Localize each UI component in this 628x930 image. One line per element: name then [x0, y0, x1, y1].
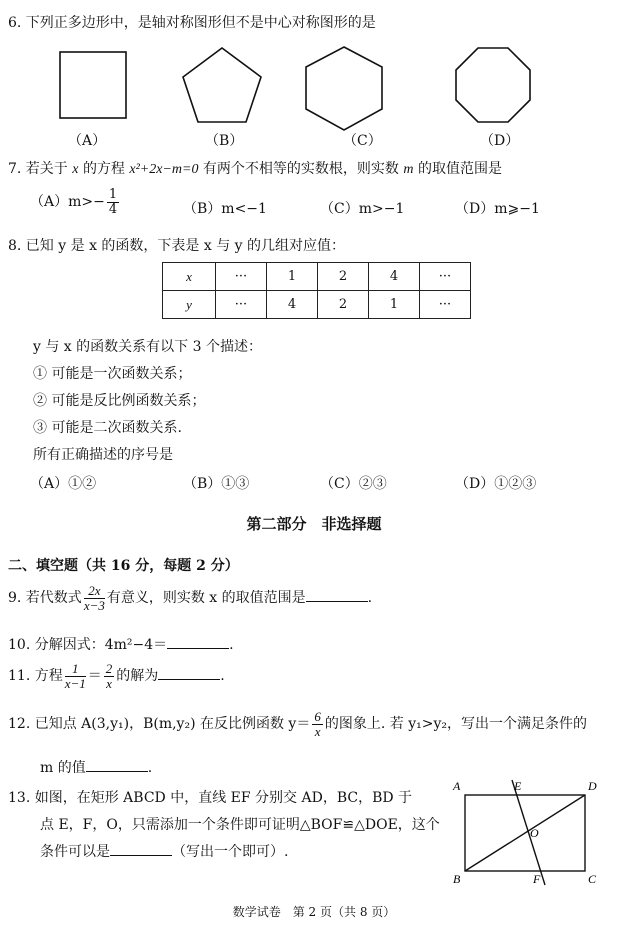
q8-item-2: ② 可能是反比例函数关系；	[33, 393, 206, 409]
table-cell: ···	[216, 263, 267, 291]
q9: 9. 若代数式 $\frac{2x}{x-3}$ 有意义，则实数 x 的取值范围是 .	[8, 583, 373, 613]
q6-label-d: （D）	[480, 133, 520, 149]
q8-desc: y 与 x 的函数关系有以下 3 个描述：	[33, 339, 262, 355]
hexagon-icon	[306, 47, 382, 130]
q7-text: 7. 若关于 x 的方程 x²+2x−m=0 有两个不相等的实数根，则实数 m 的取值范围是	[8, 161, 502, 177]
table-cell: ···	[420, 263, 471, 291]
label-e: E	[514, 779, 522, 793]
table-row	[163, 263, 471, 291]
q7-option-a: （A）m>− $\frac{1}{4}$	[30, 187, 118, 217]
q12-line2: m 的值 .	[40, 760, 153, 776]
q13-line1: 13. 如图，在矩形 ABCD 中，直线 EF 分别交 AD，BC，BD 于	[8, 790, 413, 806]
table-cell: 2	[318, 291, 369, 319]
q6-label-c: （C）	[343, 133, 382, 149]
table-cell: 1	[267, 263, 318, 291]
q8-item-1: ① 可能是一次函数关系；	[33, 366, 192, 382]
label-b: B	[453, 872, 461, 886]
label-c: C	[588, 872, 597, 886]
table-cell: ···	[420, 291, 471, 319]
q8-option-b: （B）①③	[183, 476, 250, 492]
q13-line2: 点 E，F，O，只需添加一个条件即可证明△BOF≌△DOE，这个	[40, 817, 440, 833]
q6-shapes	[50, 42, 610, 132]
answer-blank[interactable]	[167, 636, 229, 649]
table-cell: 2	[318, 263, 369, 291]
q10: 10. 分解因式：4m²−4＝ .	[8, 637, 234, 653]
table-cell: x	[163, 263, 216, 291]
q6-label-a: （A）	[68, 133, 107, 149]
table-cell: ···	[216, 291, 267, 319]
q8-text: 8. 已知 y 是 x 的函数，下表是 x 与 y 的几组对应值：	[8, 238, 346, 254]
q11: 11. 方程 $\frac{1}{x-1}$ ＝ $\frac{2}{x}$ 的解为 .	[8, 661, 225, 691]
q8-prompt: 所有正确描述的序号是	[33, 447, 173, 463]
part-title: 第二部分 非选择题	[246, 515, 382, 533]
q8-table	[162, 262, 471, 319]
q8-option-a: （A）①②	[30, 476, 97, 492]
q7-option-c: （C）m>−1	[320, 201, 405, 217]
q8-option-d: （D）①②③	[455, 476, 537, 492]
q8-option-c: （C）②③	[320, 476, 387, 492]
q6-label-b: （B）	[205, 133, 244, 149]
answer-blank[interactable]	[110, 843, 172, 856]
answer-blank[interactable]	[158, 667, 220, 680]
label-o: O	[530, 826, 539, 840]
section-heading: 二、填空题（共 16 分，每题 2 分）	[8, 558, 239, 574]
table-row	[163, 291, 471, 319]
q7-option-b: （B）m<−1	[183, 201, 267, 217]
q7-option-d: （D）m⩾−1	[455, 201, 540, 217]
label-a: A	[453, 779, 461, 793]
table-cell: 4	[369, 263, 420, 291]
q8-item-3: ③ 可能是二次函数关系.	[33, 420, 182, 436]
octagon-icon	[456, 48, 530, 122]
pentagon-icon	[183, 48, 261, 122]
table-cell: 1	[369, 291, 420, 319]
answer-blank[interactable]	[306, 589, 368, 602]
square-icon	[60, 52, 126, 118]
label-f: F	[533, 872, 541, 886]
table-cell: 4	[267, 291, 318, 319]
q12: 12. 已知点 A(3,y₁)，B(m,y₂) 在反比例函数 y＝ $\frac{6}{x}$ 的图象上. 若 y₁>y₂，写出一个满足条件的	[8, 709, 587, 739]
q13-line3: 条件可以是 （写出一个即可）.	[40, 844, 289, 860]
label-d: D	[588, 779, 597, 793]
q6-text: 6. 下列正多边形中，是轴对称图形但不是中心对称图形的是	[8, 15, 376, 31]
rectangle-figure	[450, 775, 610, 890]
answer-blank[interactable]	[86, 759, 148, 772]
page-footer: 数学试卷 第 2 页（共 8 页）	[232, 905, 396, 919]
table-cell: y	[163, 291, 216, 319]
